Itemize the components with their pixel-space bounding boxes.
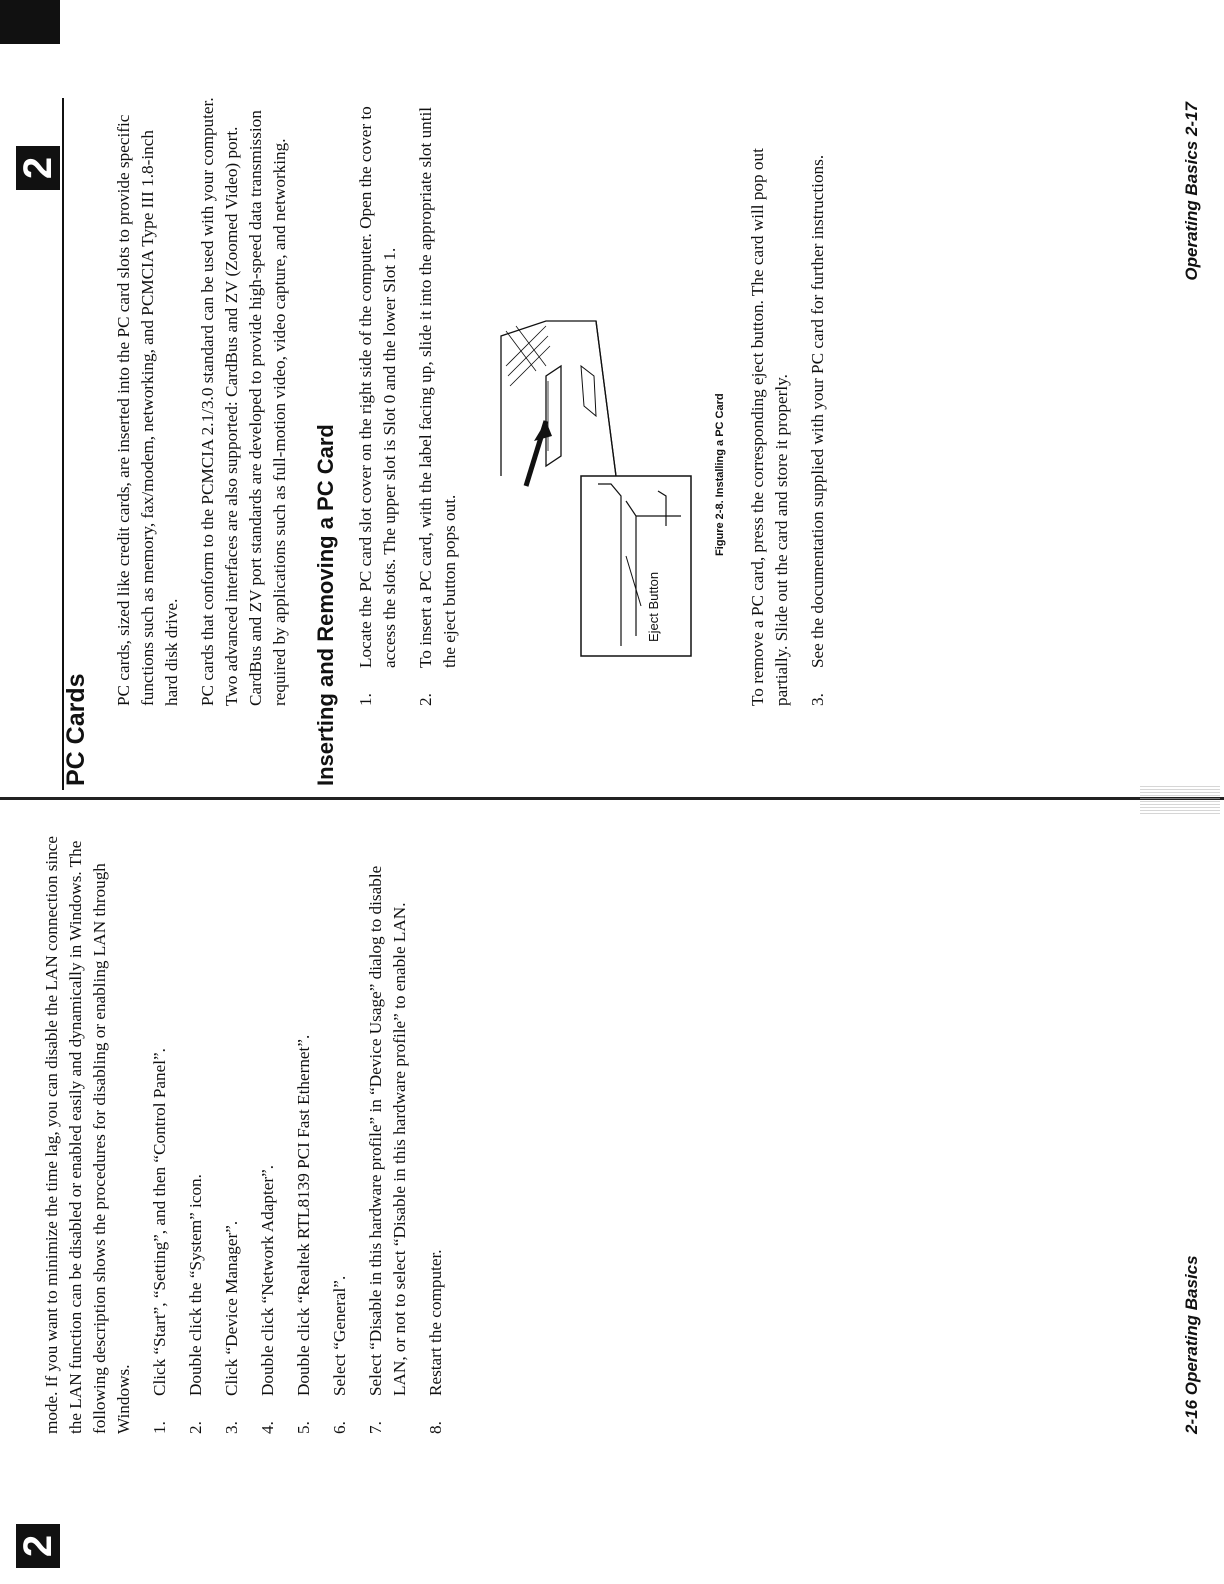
remove-card-paragraph: To remove a PC card, press the corresponding eject button. The card will pop out partially. Slide out the card and store it properly. [748, 148, 791, 706]
chapter-tab-marker: 2 [16, 146, 60, 190]
intro-paragraph: mode. If you want to minimize the time lag, you can disable the LAN connection since the LAN function can be disabled or enabled easily and dynamically in Windows. The following description shows the procedures for disabling or enabling LAN through Windows. [42, 835, 133, 1434]
insert-steps-list [354, 96, 462, 706]
list-item: 2. To insert a PC card, with the label facing up, slide it into the appropriate slot until the eject button pops out. [416, 106, 459, 706]
list-item: 1. Click “Start”, “Setting”, and then “Control Panel”. [150, 1048, 169, 1434]
list-item: 2. Double click the “System” icon. [186, 1174, 205, 1434]
list-item: 8. Restart the computer. [426, 1249, 445, 1434]
list-item: 4. Double click “Network Adapter”. [258, 1165, 277, 1434]
pc-card-figure [486, 316, 696, 666]
list-item: 6. Select “General”. [330, 1275, 349, 1434]
section-heading: Inserting and Removing a PC Card [313, 424, 338, 786]
list-item: 3. Click “Device Manager”. [222, 1220, 241, 1434]
further-steps-list [806, 96, 830, 706]
list-item: 1. Locate the PC card slot cover on the right side of the computer. Open the cover to access the slots. The upper slot is Slot 0 and the lower Slot 1. [356, 106, 399, 706]
left-page [0, 794, 1224, 1584]
chapter-tab-marker: 2 [16, 1524, 60, 1568]
right-page-footer: Operating Basics 2-17 [1182, 102, 1201, 281]
pc-cards-paragraph-2: PC cards that conform to the PCMCIA 2.1/3.0 standard can be used with your computer. Two advanced interfaces are also supported: CardBus and ZV (Zoomed Video) port. CardBus and ZV port standards are developed to provide high-speed data transmission required by applications such as full-motion video, video capture, and networking. [198, 97, 289, 706]
right-body [112, 96, 842, 786]
page-title: PC Cards [62, 673, 90, 786]
list-item: 7. Select “Disable in this hardware profile” in “Device Usage” dialog to disable LAN, or not to select “Disable in this hardware profile” to enable LAN. [366, 865, 409, 1434]
list-item: 3. See the documentation supplied with your PC card for further instructions. [808, 154, 827, 706]
figure-caption: Figure 2-8. Installing a PC Card [714, 393, 726, 556]
list-item: 5. Double click “Realtek RTL8139 PCI Fast Ethernet”. [294, 1034, 313, 1434]
lan-steps-list [148, 834, 448, 1434]
page-gutter [0, 797, 1224, 800]
edge-thumb-block [0, 0, 60, 44]
left-page-footer: 2-16 Operating Basics [1182, 1255, 1201, 1434]
pc-cards-paragraph-1: PC cards, sized like credit cards, are inserted into the PC card slots to provide specific functions such as memory, fax/modem, networking, and PCMCIA Type III 1.8-inch hard disk drive. [114, 114, 181, 706]
eject-button-label: Eject Button [646, 571, 661, 642]
left-body [40, 834, 460, 1434]
